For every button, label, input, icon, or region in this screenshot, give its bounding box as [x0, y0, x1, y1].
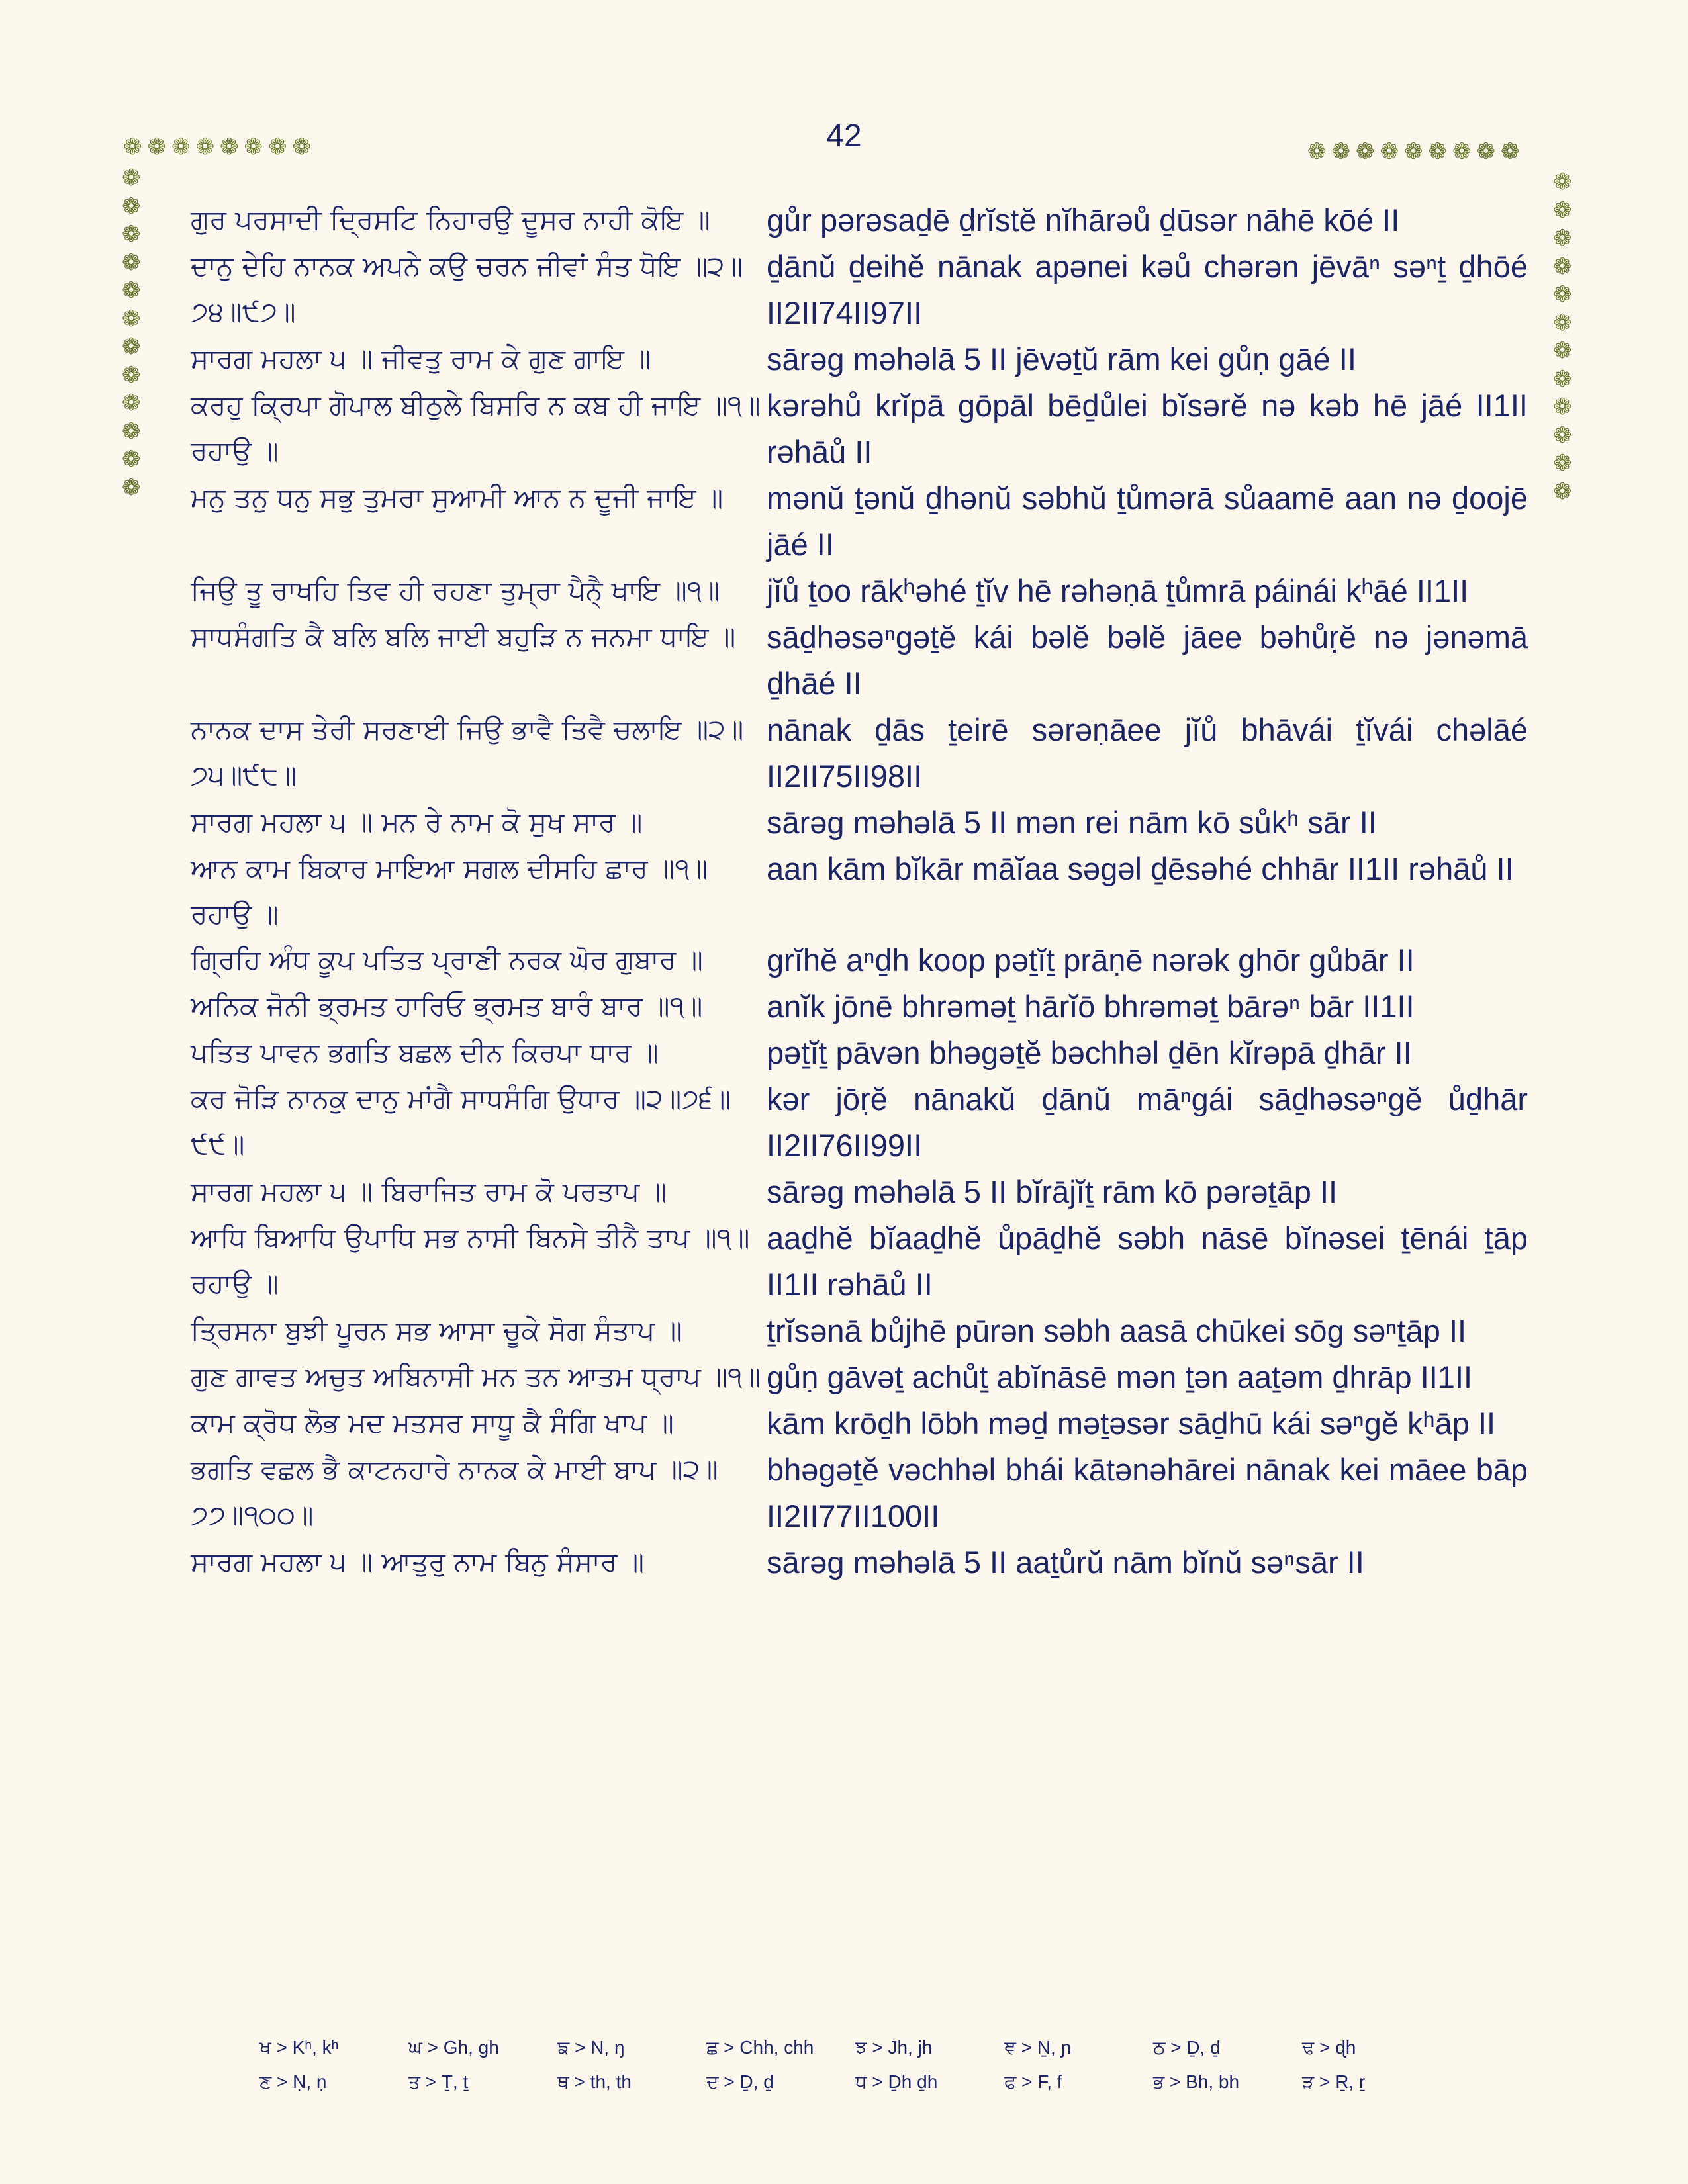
flower-icon: ❁	[1356, 138, 1380, 165]
flower-icon: ❁	[1553, 394, 1572, 420]
legend-item: ਝ > Jh, jh	[855, 2037, 933, 2058]
flower-icon: ❁	[1404, 138, 1429, 165]
legend-item: ਣ > Ṇ, ṇ	[259, 2071, 327, 2092]
flower-icon: ❁	[1553, 253, 1572, 280]
verse-row	[191, 336, 1528, 383]
flower-icon: ❁	[1553, 338, 1572, 364]
flower-icon: ❁	[292, 134, 316, 160]
legend-row	[259, 2071, 1451, 2106]
transliteration-line: aaḏhĕ bĭaaḏhĕ ůpāḏhĕ səbh nāsē bĭnəsei ṯēnái ṯāp II1II rəhāů II	[767, 1220, 1528, 1302]
transliteration-line: sārəg məhəlā 5 II aaṯůrŭ nām bĭnŭ səⁿsār II	[767, 1545, 1364, 1580]
verse-row	[191, 1400, 1528, 1447]
verse-row	[191, 1169, 1528, 1215]
legend-item: ਭ > Bh, bh	[1153, 2071, 1240, 2092]
flower-icon: ❁	[122, 193, 141, 220]
transliteration-line: ṯrĭsənā bůjhē pūrən səbh aasā chūkei sōg səⁿṯāp II	[767, 1313, 1467, 1348]
transliteration-line: gůr pərəsaḏē ḏrĭstĕ nĭhārəů ḏūsər nāhē kōé II	[767, 203, 1400, 238]
flower-icon: ❁	[1380, 138, 1404, 165]
gurmukhi-line: ਸਾਰਗ ਮਹਲਾ ੫ ॥ ਮਨ ਰੇ ਨਾਮ ਕੋ ਸੁਖ ਸਾਰ ॥	[191, 806, 643, 838]
flower-icon: ❁	[122, 418, 141, 445]
transliteration-line: jĭů ṯoo rākʰəhé ṯĭv hē rəhəṇā ṯůmrā páinái kʰāé II1II	[767, 573, 1469, 608]
gurmukhi-line: ਅਨਿਕ ਜੋਨੀ ਭ੍ਰਮਤ ਹਾਰਿਓ ਭ੍ਰਮਤ ਬਾਰੰ ਬਾਰ ॥੧॥	[191, 990, 703, 1022]
flower-icon: ❁	[1553, 225, 1572, 251]
gurmukhi-line: ਸਾਰਗ ਮਹਲਾ ੫ ॥ ਬਿਰਾਜਿਤ ਰਾਮ ਕੋ ਪਰਤਾਪ ॥	[191, 1175, 667, 1207]
flower-icon: ❁	[122, 361, 141, 388]
legend-item: ਫ > F, f	[1004, 2071, 1062, 2092]
legend-item: ਤ > Ṯ, ṯ	[408, 2071, 469, 2092]
page-number: 42	[826, 118, 862, 154]
gurmukhi-line: ਦਾਨੁ ਦੇਹਿ ਨਾਨਕ ਅਪਨੇ ਕਉ ਚਰਨ ਜੀਵਾਂ ਸੰਤ ਧੋਇ ॥੨॥੭੪॥੯੭॥	[191, 250, 743, 328]
verse-row	[191, 707, 1528, 799]
gurmukhi-line: ਸਾਧਸੰਗਤਿ ਕੈ ਬਲਿ ਬਲਿ ਜਾਈ ਬਹੁੜਿ ਨ ਜਨਮਾ ਧਾਇ ॥	[191, 621, 736, 653]
gurmukhi-line: ਤ੍ਰਿਸਨਾ ਬੁਝੀ ਪੂਰਨ ਸਭ ਆਸਾ ਚੂਕੇ ਸੋਗ ਸੰਤਾਪ ॥	[191, 1314, 682, 1346]
legend-row	[259, 2037, 1451, 2071]
verse-row	[191, 1447, 1528, 1539]
transliteration-line: kər jōṛĕ nānakŭ ḏānŭ māⁿgái sāḏhəsəⁿgĕ ůḏhār II2II76II99II	[767, 1081, 1528, 1163]
legend-item: ੜ > Ṟ, ṟ	[1302, 2071, 1366, 2092]
gurmukhi-line: ਗ੍ਰਿਹਿ ਅੰਧ ਕੂਪ ਪਤਿਤ ਪ੍ਰਾਣੀ ਨਰਕ ਘੋਰ ਗੁਬਾਰ ॥	[191, 944, 703, 976]
transliteration-line: aan kām bĭkār māĭaa səgəl ḏēsəhé chhār II1II rəhāů II	[767, 851, 1514, 886]
ornament-left-column	[122, 167, 148, 504]
flower-icon: ❁	[1553, 309, 1572, 336]
flower-icon: ❁	[1452, 138, 1477, 165]
verse-row	[191, 1354, 1528, 1400]
gurmukhi-line: ਕਾਮ ਕ੍ਰੋਧ ਲੋਭ ਮਦ ਮਤਸਰ ਸਾਧੂ ਕੈ ਸੰਗਿ ਖਾਪ ॥	[191, 1407, 674, 1439]
flower-icon: ❁	[122, 221, 141, 248]
transliteration-line: nānak ḏās ṯeirē sərəṇāee jĭů bhāvái ṯĭvái chəlāé II2II75II98II	[767, 712, 1528, 794]
verse-row	[191, 1539, 1528, 1586]
gurmukhi-line: ਨਾਨਕ ਦਾਸ ਤੇਰੀ ਸਰਣਾਈ ਜਿਉ ਭਾਵੈ ਤਿਵੈ ਚਲਾਇ ॥੨॥੭੫॥੯੮॥	[191, 713, 744, 791]
flower-icon: ❁	[122, 305, 141, 332]
gurmukhi-line: ਪਤਿਤ ਪਾਵਨ ਭਗਤਿ ਬਛਲ ਦੀਨ ਕਿਰਪਾ ਧਾਰ ॥	[191, 1036, 659, 1068]
ornament-right-column	[1553, 171, 1579, 508]
legend-item: ਠ > Ḏ, ḏ	[1153, 2037, 1221, 2058]
verse-row	[191, 244, 1528, 336]
flower-icon: ❁	[122, 277, 141, 304]
transliteration-line: sārəg məhəlā 5 II bĭrājĭṯ rām kō pərəṯāp II	[767, 1174, 1338, 1209]
verse-row	[191, 614, 1528, 707]
verse-row	[191, 475, 1528, 568]
transliteration-line: kərəhů krĭpā gōpāl bēḏůlei bĭsərĕ nə kəb hē jāé II1II rəhāů II	[767, 388, 1528, 469]
verse-row	[191, 1030, 1528, 1076]
flower-icon: ❁	[1501, 138, 1525, 165]
gurmukhi-line: ਗੁਰ ਪਰਸਾਦੀ ਦ੍ਰਿਸਟਿ ਨਿਹਾਰਉ ਦੂਸਰ ਨਾਹੀ ਕੋਇ ॥	[191, 204, 710, 236]
flower-icon: ❁	[1553, 365, 1572, 392]
flower-icon: ❁	[122, 390, 141, 416]
transliteration-legend	[259, 2037, 1451, 2106]
flower-icon: ❁	[1553, 169, 1572, 195]
transliteration-line: grĭhĕ aⁿḏh koop pəṯĭṯ prāṇē nərək ghōr gůbār II	[767, 942, 1415, 978]
legend-item: ਦ > Ḏ, ḏ	[706, 2071, 774, 2092]
legend-item: ਥ > th, th	[557, 2071, 632, 2092]
flower-icon: ❁	[220, 134, 244, 160]
gurmukhi-line: ਮਨੁ ਤਨੁ ਧਨੁ ਸਭੁ ਤੁਮਰਾ ਸੁਆਮੀ ਆਨ ਨ ਦੂਜੀ ਜਾਇ ॥	[191, 482, 724, 514]
flower-icon: ❁	[244, 134, 268, 160]
verse-row	[191, 846, 1528, 937]
flower-icon: ❁	[123, 134, 148, 160]
gurmukhi-line: ਸਾਰਗ ਮਹਲਾ ੫ ॥ ਆਤੁਰੁ ਨਾਮ ਬਿਨੁ ਸੰਸਾਰ ॥	[191, 1546, 645, 1578]
gurmukhi-line: ਸਾਰਗ ਮਹਲਾ ੫ ॥ ਜੀਵਤੁ ਰਾਮ ਕੇ ਗੁਣ ਗਾਇ ॥	[191, 343, 651, 375]
flower-icon: ❁	[268, 134, 293, 160]
flower-icon: ❁	[122, 446, 141, 473]
verse-row	[191, 937, 1528, 983]
transliteration-line: sārəg məhəlā 5 II mən rei nām kō sůkʰ sār II	[767, 805, 1377, 840]
flower-icon: ❁	[147, 134, 171, 160]
legend-item: ਢ > ɖh	[1302, 2037, 1356, 2058]
verse-row	[191, 1076, 1528, 1169]
ornament-top-left	[123, 136, 316, 158]
verse-row	[191, 1215, 1528, 1308]
flower-icon: ❁	[1553, 478, 1572, 505]
gurmukhi-line: ਭਗਤਿ ਵਛਲ ਭੈ ਕਾਟਨਹਾਰੇ ਨਾਨਕ ਕੇ ਮਾਈ ਬਾਪ ॥੨॥੭੭॥੧੦੦॥	[191, 1453, 718, 1531]
transliteration-line: sārəg məhəlā 5 II jēvəṯŭ rām kei gůṇ gāé II	[767, 341, 1356, 377]
legend-item: ਖ > Kʰ, kʰ	[259, 2037, 339, 2058]
flower-icon: ❁	[1553, 422, 1572, 449]
flower-icon: ❁	[122, 474, 141, 501]
transliteration-line: anĭk jōnē bhrəməṯ hārĭō bhrəməṯ bārəⁿ bār II1II	[767, 989, 1415, 1024]
legend-item: ਘ > Gh, gh	[408, 2037, 499, 2058]
ornament-top-right	[1307, 140, 1525, 163]
transliteration-line: bhəgəṯĕ vəchhəl bhái kātənəhārei nānak kei māee bāp II2II77II100II	[767, 1452, 1528, 1533]
verse-row	[191, 568, 1528, 614]
flower-icon: ❁	[1553, 197, 1572, 224]
verse-row	[191, 383, 1528, 475]
flower-icon: ❁	[1428, 138, 1452, 165]
gurmukhi-line: ਕਰਹੁ ਕ੍ਰਿਪਾ ਗੋਪਾਲ ਬੀਠੁਲੇ ਬਿਸਰਿ ਨ ਕਬ ਹੀ ਜਾਇ ॥੧॥ ਰਹਾਉ ॥	[191, 389, 761, 467]
legend-item: ਞ > Ṉ, ɲ	[1004, 2037, 1072, 2058]
gurmukhi-line: ਜਿਉ ਤੂ ਰਾਖਹਿ ਤਿਵ ਹੀ ਰਹਣਾ ਤੁਮ੍ਰਾ ਪੈਨੈ੍ ਖਾਇ ॥੧॥	[191, 574, 720, 606]
verse-row	[191, 983, 1528, 1030]
transliteration-line: gůṇ gāvəṯ achůṯ abĭnāsē mən ṯən aaṯəm ḏhrāp II1II	[767, 1359, 1473, 1394]
flower-icon: ❁	[171, 134, 196, 160]
verse-row	[191, 197, 1528, 244]
gurmukhi-line: ਆਧਿ ਬਿਆਧਿ ਉਪਾਧਿ ਸਭ ਨਾਸੀ ਬਿਨਸੇ ਤੀਨੈ ਤਾਪ ॥੧॥ ਰਹਾਉ ॥	[191, 1222, 750, 1299]
verse-row	[191, 799, 1528, 846]
transliteration-line: sāḏhəsəⁿgəṯĕ kái bəlĕ bəlĕ jāee bəhůṛĕ nə jənəmā ḏhāé II	[767, 619, 1528, 701]
flower-icon: ❁	[1331, 138, 1356, 165]
verse-table	[191, 197, 1528, 1586]
flower-icon: ❁	[1307, 138, 1332, 165]
transliteration-line: ḏānŭ ḏeihĕ nānak apənei kəů chərən jēvāⁿ səⁿṯ ḏhōé II2II74II97II	[767, 249, 1528, 330]
transliteration-line: kām krōḏh lōbh məḏ məṯəsər sāḏhū kái səⁿgĕ kʰāp II	[767, 1406, 1496, 1441]
flower-icon: ❁	[1476, 138, 1501, 165]
flower-icon: ❁	[1553, 281, 1572, 308]
transliteration-line: pəṯĭṯ pāvən bhəgəṯĕ bəchhəl ḏēn kĭrəpā ḏhār II	[767, 1035, 1412, 1070]
verse-row	[191, 1308, 1528, 1354]
legend-item: ਛ > Chh, chh	[706, 2037, 814, 2058]
gurmukhi-line: ਗੁਣ ਗਾਵਤ ਅਚੁਤ ਅਬਿਨਾਸੀ ਮਨ ਤਨ ਆਤਮ ਧ੍ਰਾਪ ॥੧॥	[191, 1361, 761, 1392]
flower-icon: ❁	[195, 134, 220, 160]
flower-icon: ❁	[1553, 450, 1572, 477]
flower-icon: ❁	[122, 334, 141, 360]
gurmukhi-line: ਕਰ ਜੋੜਿ ਨਾਨਕੁ ਦਾਨੁ ਮਾਂਗੈ ਸਾਧਸੰਗਿ ਉਧਾਰ ॥੨॥੭੬॥੯੯॥	[191, 1083, 731, 1160]
gurmukhi-line: ਆਨ ਕਾਮ ਬਿਕਾਰ ਮਾਇਆ ਸਗਲ ਦੀਸਹਿ ਛਾਰ ॥੧॥ ਰਹਾਉ ॥	[191, 852, 708, 930]
legend-item: ਙ > N, ŋ	[557, 2037, 625, 2058]
flower-icon: ❁	[122, 249, 141, 276]
flower-icon: ❁	[122, 165, 141, 191]
legend-item: ਧ > Ḏh ḏh	[855, 2071, 938, 2092]
transliteration-line: mənŭ ṯənŭ ḏhənŭ səbhŭ ṯůmərā sůaamē aan nə ḏoojē jāé II	[767, 480, 1528, 562]
